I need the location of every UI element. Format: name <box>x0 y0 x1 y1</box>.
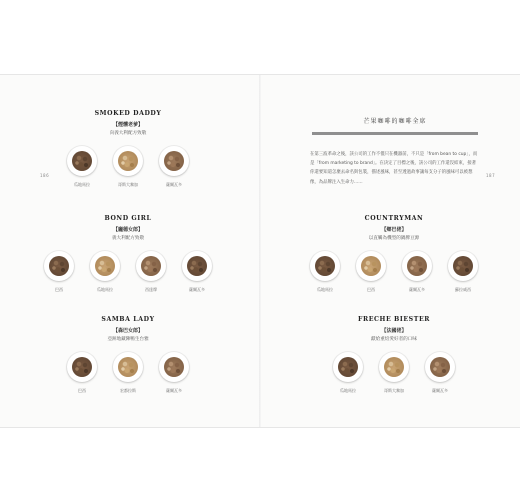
coffee-bean-bowl-image <box>379 352 409 382</box>
bean-origin-label: 薩爾瓦多 <box>409 287 425 292</box>
coffee-bean-bowl-image <box>402 251 432 281</box>
bean-bowl-row <box>304 352 484 394</box>
coffee-bean-bowl-image <box>67 146 97 176</box>
blend-name: FRECHE BIESTER <box>357 316 431 323</box>
bean-item <box>158 352 190 394</box>
bean-item <box>424 352 456 394</box>
bean-item <box>66 146 98 188</box>
coffee-bean-bowl-image <box>136 251 166 281</box>
blend-description: 亞洲地藏陳鴨生台雅 <box>107 337 149 342</box>
section-divider <box>312 132 478 135</box>
bean-item <box>135 251 167 293</box>
section-body: 在第三波革命之後，該公司的工作不僅只在機器前，不只是「from bean to cup」，而是「from marketing to brand」。在決定了目標之後，該公司的工作還沒結束，接著你還要知道怎麼去命名與包裝，描述風味，甚至透過故事讓每支分子的風味可以被想像，為品牌注入生命力…… <box>310 152 478 185</box>
book-gutter <box>259 75 261 427</box>
blend-name: BOND GIRL <box>104 215 152 222</box>
bean-origin-label: 宏都拉斯 <box>120 388 136 393</box>
blend-description: 以直觸為機型的鍋脾豆源 <box>368 236 420 241</box>
coffee-bean-bowl-image <box>90 251 120 281</box>
bean-origin-label: 瓜地馬拉 <box>340 388 356 393</box>
coffee-bean-bowl-image <box>310 251 340 281</box>
bean-bowl-row <box>38 251 218 293</box>
bean-bowl-row <box>304 251 484 293</box>
coffee-bean-bowl-image <box>425 352 455 382</box>
coffee-bean-bowl-image <box>67 352 97 382</box>
bean-origin-label: 哥斯大黎加 <box>384 388 404 393</box>
bean-item <box>378 352 410 394</box>
bean-origin-label: 薩爾瓦多 <box>166 388 182 393</box>
coffee-bean-bowl-image <box>159 352 189 382</box>
coffee-bean-bowl-image <box>333 352 363 382</box>
bean-item <box>401 251 433 293</box>
coffee-bean-bowl-image <box>159 146 189 176</box>
blend-chinese-name: 【鄉巴佬】 <box>381 227 407 233</box>
section-title: 芒果咖啡的咖啡全席 <box>363 118 427 125</box>
bean-bowl-row <box>38 352 218 394</box>
bean-item <box>112 352 144 394</box>
bean-item <box>89 251 121 293</box>
bean-origin-label: 巴西 <box>367 287 375 292</box>
coffee-bean-bowl-image <box>356 251 386 281</box>
bean-origin-label: 瓜地馬拉 <box>317 287 333 292</box>
bean-bowl-row <box>38 146 218 188</box>
bean-origin-label: 哥斯大黎加 <box>118 182 138 187</box>
bean-origin-label: 巴西 <box>55 287 63 292</box>
coffee-bean-bowl-image <box>44 251 74 281</box>
blend-chinese-name: 【煙燻老爹】 <box>112 122 143 128</box>
coffee-bean-bowl-image <box>113 146 143 176</box>
blend-block <box>38 316 218 394</box>
blend-chinese-name: 【法國佬】 <box>381 328 407 334</box>
bean-origin-label: 薩爾瓦多 <box>432 388 448 393</box>
bean-item <box>355 251 387 293</box>
blend-chinese-name: 【龐德女郎】 <box>112 227 143 233</box>
blend-block <box>304 316 484 394</box>
bean-item <box>158 146 190 188</box>
coffee-bean-bowl-image <box>448 251 478 281</box>
bean-origin-label: 薩爾瓦多 <box>166 182 182 187</box>
bean-item <box>112 146 144 188</box>
blend-description: 獻給重焙愛好者的口味 <box>371 337 417 342</box>
bean-origin-label: 瓜地馬拉 <box>74 182 90 187</box>
blend-description: 向義大利配方致敬 <box>109 131 147 136</box>
bean-item <box>181 251 213 293</box>
blend-description: 義大利配方致敬 <box>111 236 145 241</box>
blend-name: COUNTRYMAN <box>364 215 424 222</box>
bean-item <box>332 352 364 394</box>
bean-origin-label: 薩爾瓦多 <box>189 287 205 292</box>
bean-item <box>43 251 75 293</box>
bean-origin-label: 蘇拉威西 <box>455 287 471 292</box>
bean-item <box>66 352 98 394</box>
left-page-number: 186 <box>40 173 50 178</box>
blend-chinese-name: 【森巴女郎】 <box>112 328 143 334</box>
bean-origin-label: 瓜地馬拉 <box>97 287 113 292</box>
coffee-bean-bowl-image <box>113 352 143 382</box>
blend-block <box>38 215 218 293</box>
blend-block <box>304 215 484 293</box>
bean-item <box>447 251 479 293</box>
bean-origin-label: 西達摩 <box>145 287 157 292</box>
bean-origin-label: 巴西 <box>78 388 86 393</box>
bean-item <box>309 251 341 293</box>
coffee-bean-bowl-image <box>182 251 212 281</box>
blend-block <box>38 110 218 188</box>
blend-name: SAMBA LADY <box>101 316 155 323</box>
blend-name: SMOKED DADDY <box>94 110 162 117</box>
right-page-number: 187 <box>486 173 496 178</box>
